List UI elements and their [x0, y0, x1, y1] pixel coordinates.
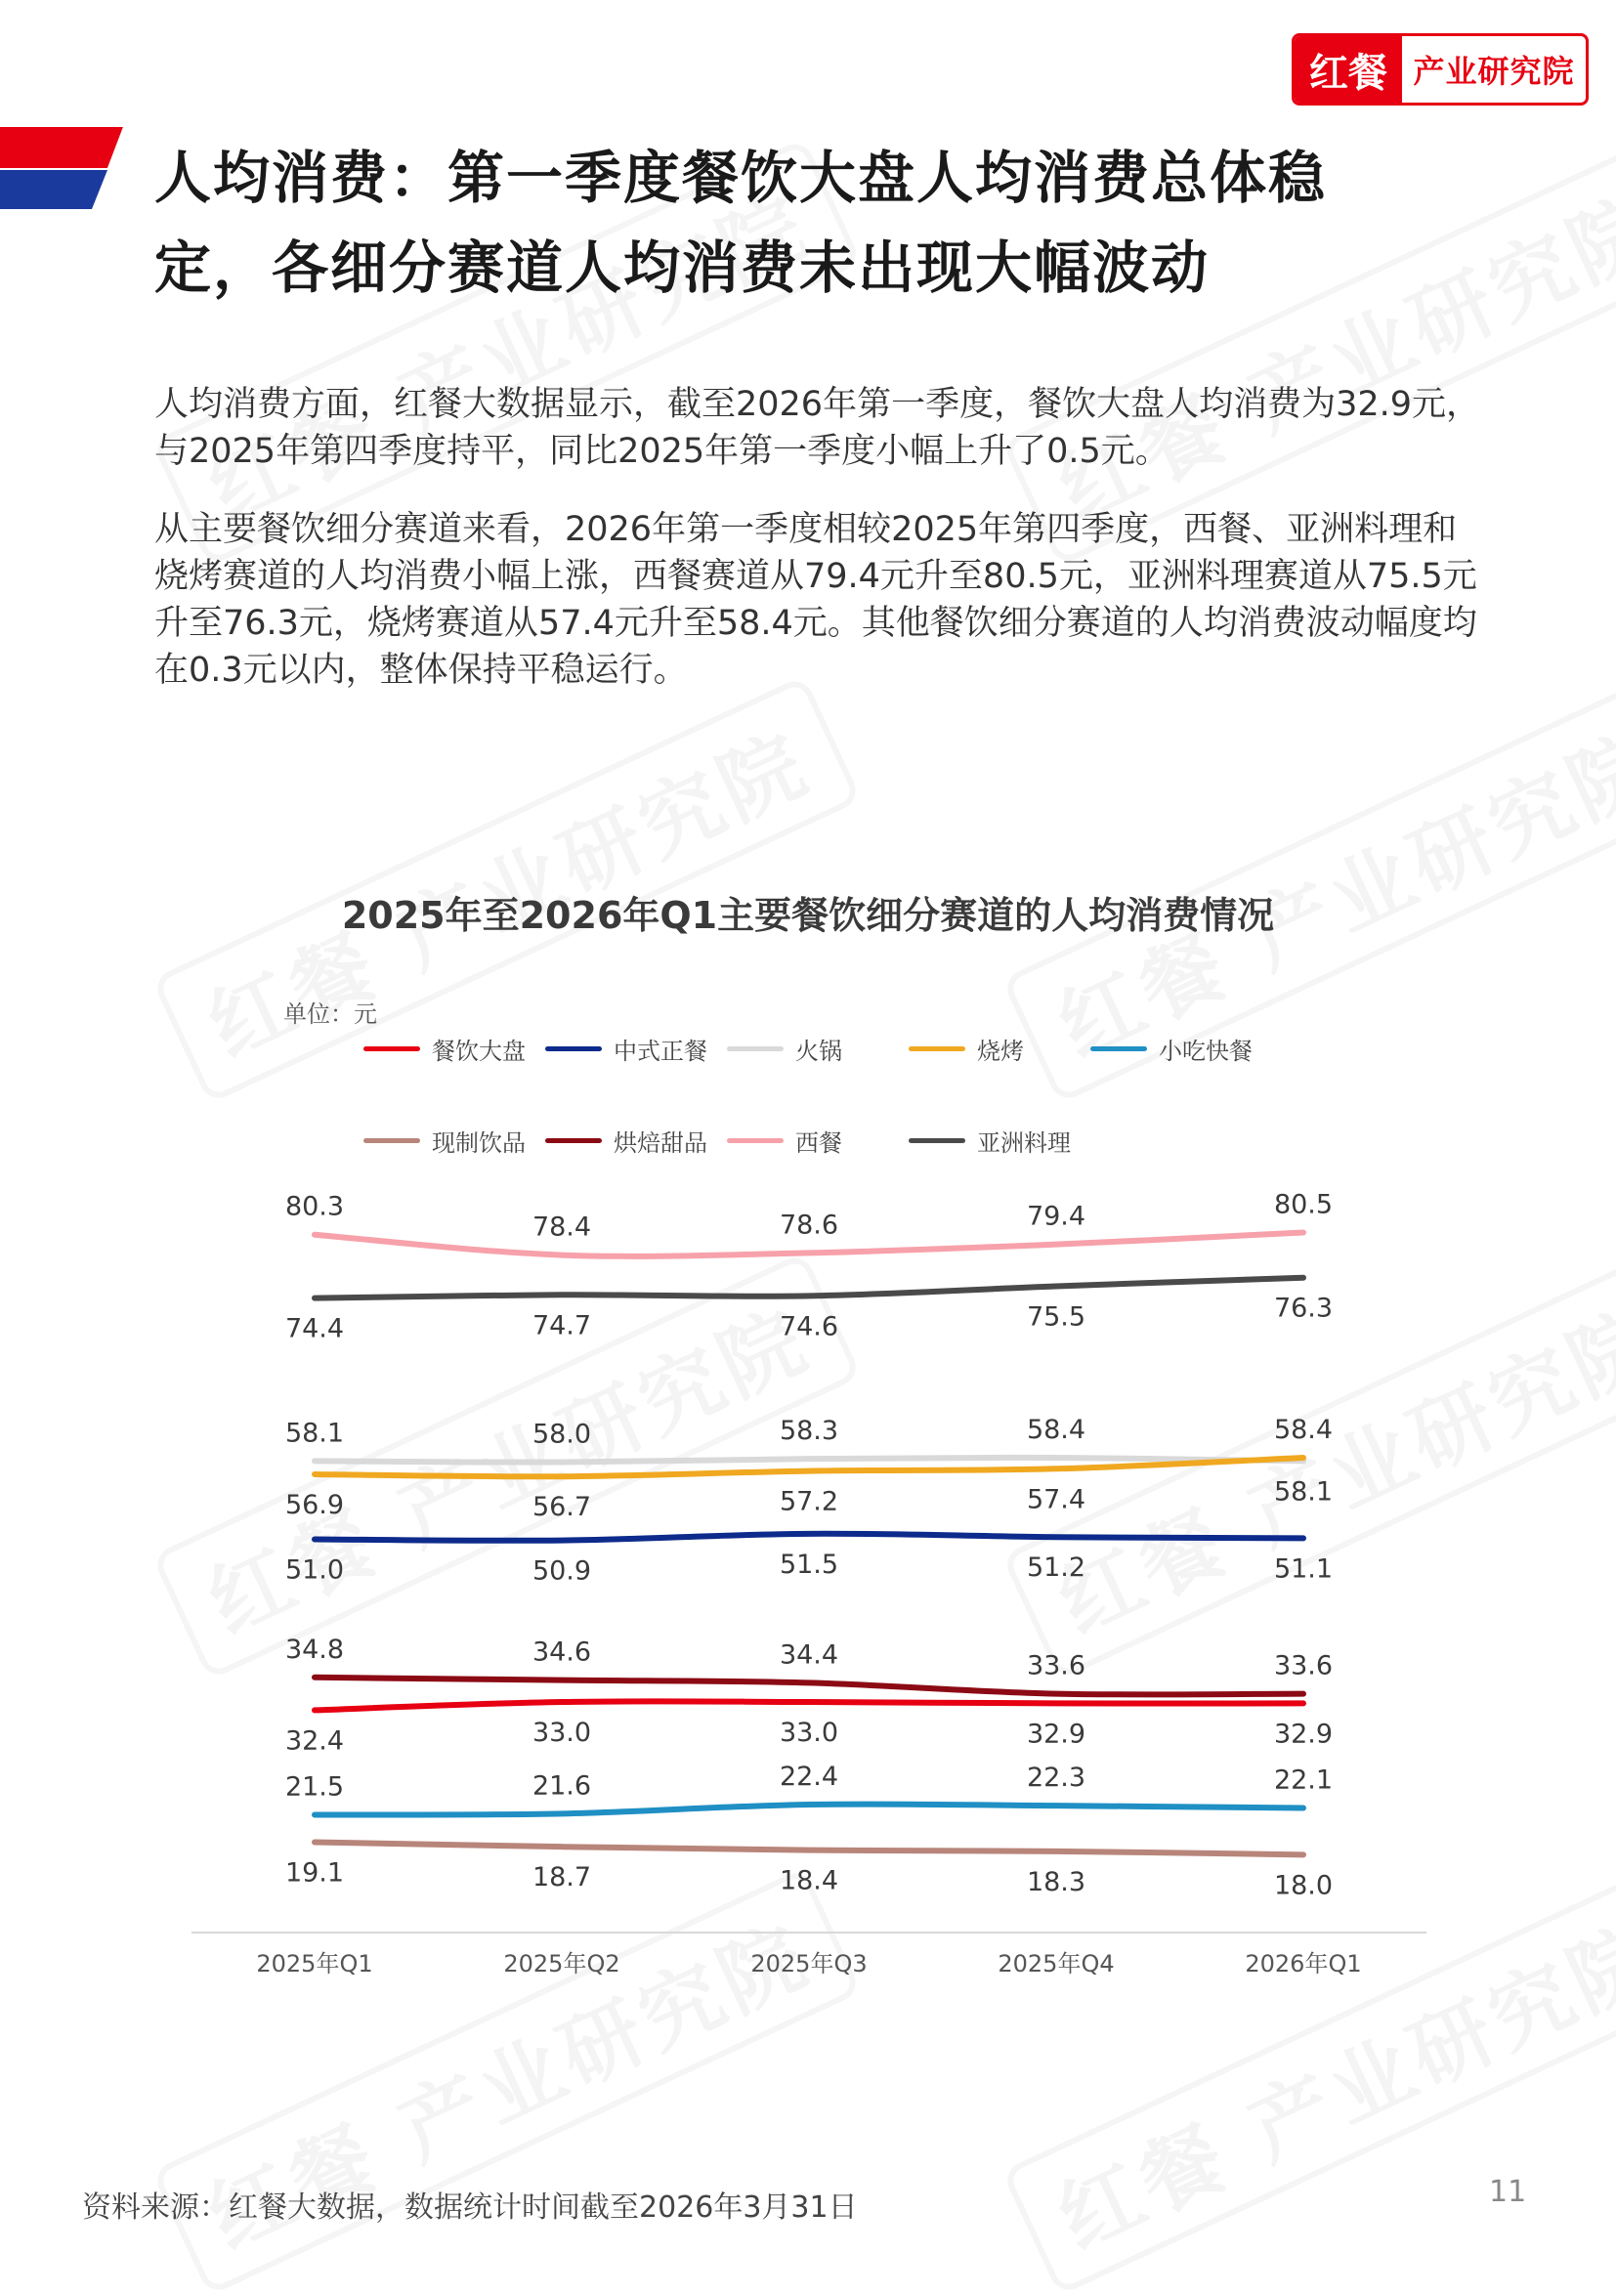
- series-line-4: [315, 1805, 1303, 1815]
- data-label: 22.1: [1273, 1765, 1334, 1796]
- data-label: 33.6: [1026, 1650, 1086, 1681]
- series-line-1: [315, 1534, 1303, 1541]
- data-label: 34.4: [779, 1639, 839, 1671]
- page-number: 11: [1489, 2175, 1527, 2209]
- data-label: 21.5: [284, 1771, 345, 1803]
- brand-subtitle: 产业研究院: [1413, 53, 1575, 90]
- data-label: 18.7: [532, 1862, 592, 1893]
- legend-label: 现制饮品: [432, 1128, 526, 1157]
- legend-label: 小吃快餐: [1159, 1037, 1253, 1065]
- data-label: 32.4: [284, 1725, 345, 1757]
- data-label: 21.6: [532, 1770, 592, 1802]
- data-label: 76.3: [1273, 1293, 1334, 1324]
- data-label: 33.0: [779, 1718, 839, 1748]
- legend-label: 餐饮大盘: [432, 1037, 526, 1065]
- x-tick-label: 2025年Q3: [750, 1950, 868, 1977]
- data-label: 80.5: [1273, 1189, 1334, 1220]
- data-label: 80.3: [284, 1191, 345, 1222]
- legend-label: 亚洲料理: [977, 1128, 1071, 1157]
- data-label: 78.4: [532, 1212, 592, 1243]
- body-paragraph-1: 人均消费方面，红餐大数据显示，截至2026年第一季度，餐饮大盘人均消费为32.9元，与2025年第四季度持平，同比2025年第一季度小幅上升了0.5元。: [154, 385, 1481, 471]
- series-line-2: [315, 1458, 1303, 1463]
- data-label: 34.6: [532, 1637, 592, 1668]
- legend-label: 火锅: [795, 1037, 842, 1065]
- chart-title: 2025年至2026年Q1主要餐饮细分赛道的人均消费情况: [341, 894, 1275, 937]
- series-line-6: [315, 1678, 1303, 1695]
- data-label: 79.4: [1026, 1201, 1086, 1232]
- series-line-0: [315, 1701, 1303, 1710]
- data-label: 58.3: [779, 1416, 839, 1447]
- legend-label: 西餐: [795, 1128, 842, 1157]
- data-label: 58.4: [1026, 1415, 1086, 1446]
- data-label: 57.4: [1026, 1484, 1086, 1515]
- data-label: 57.2: [779, 1486, 839, 1517]
- data-label: 58.0: [532, 1419, 592, 1450]
- data-label: 18.0: [1273, 1870, 1334, 1901]
- series-line-8: [315, 1278, 1303, 1298]
- data-label: 51.5: [779, 1549, 839, 1580]
- data-label: 58.1: [284, 1418, 345, 1449]
- x-tick-label: 2026年Q1: [1245, 1950, 1362, 1977]
- data-label: 56.9: [284, 1489, 345, 1520]
- legend-label: 中式正餐: [614, 1037, 707, 1065]
- data-label: 74.7: [532, 1310, 592, 1341]
- series-line-5: [315, 1843, 1303, 1855]
- data-label: 33.0: [532, 1718, 592, 1748]
- data-label: 18.4: [779, 1865, 839, 1896]
- source-note: 资料来源：红餐大数据，数据统计时间截至2026年3月31日: [82, 2190, 858, 2225]
- body-paragraph-2: 从主要餐饮细分赛道来看，2026年第一季度相较2025年第四季度，西餐、亚洲料理和烧烤赛道的人均消费小幅上涨，西餐赛道从79.4元升至80.5元，亚洲料理赛道从75.5元升至76.3元，烧烤赛道从57.4元升至58.4元。其他餐饮细分赛道的人均消费波动幅度均在0.3元以内，整体保持平稳运行。: [154, 510, 1477, 690]
- page-title-line1: 人均消费：第一季度餐饮大盘人均消费总体稳: [154, 145, 1328, 211]
- data-label: 56.7: [532, 1492, 592, 1523]
- x-tick-label: 2025年Q4: [998, 1950, 1115, 1977]
- data-label: 51.0: [284, 1554, 345, 1586]
- data-label: 32.9: [1273, 1719, 1334, 1750]
- data-label: 19.1: [284, 1857, 345, 1889]
- data-label: 74.4: [284, 1313, 345, 1344]
- data-label: 51.2: [1026, 1552, 1086, 1584]
- data-label: 22.4: [779, 1762, 839, 1792]
- legend-label: 烘焙甜品: [614, 1128, 707, 1157]
- x-tick-label: 2025年Q1: [256, 1950, 373, 1977]
- page-title-line2: 定，各细分赛道人均消费未出现大幅波动: [154, 234, 1211, 301]
- brand-name: 红餐: [1295, 36, 1402, 103]
- data-label: 58.4: [1273, 1415, 1334, 1446]
- data-label: 78.6: [779, 1210, 839, 1241]
- data-label: 74.6: [779, 1311, 839, 1342]
- data-label: 33.6: [1273, 1650, 1334, 1681]
- data-label: 75.5: [1026, 1301, 1086, 1333]
- chart-unit: 单位：元: [283, 1000, 377, 1028]
- x-tick-label: 2025年Q2: [503, 1950, 620, 1977]
- data-label: 32.9: [1026, 1719, 1086, 1750]
- data-label: 50.9: [532, 1555, 592, 1587]
- data-label: 58.1: [1273, 1476, 1334, 1508]
- data-label: 51.1: [1273, 1553, 1334, 1585]
- data-label: 34.8: [284, 1634, 345, 1665]
- legend-label: 烧烤: [977, 1037, 1024, 1065]
- data-label: 22.3: [1026, 1763, 1086, 1794]
- data-label: 18.3: [1026, 1866, 1086, 1897]
